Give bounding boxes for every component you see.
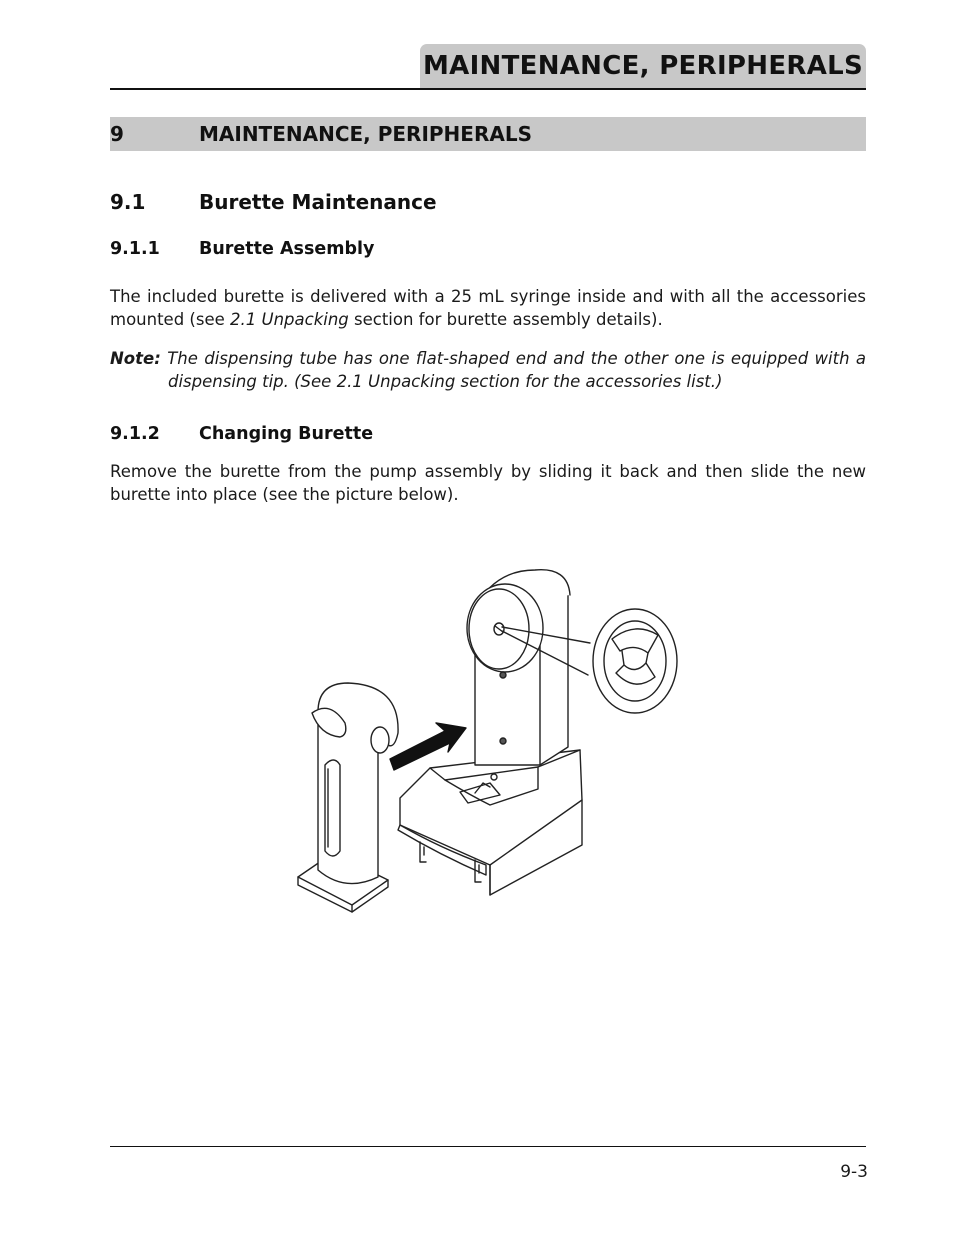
- running-header-title: MAINTENANCE, PERIPHERALS: [422, 51, 864, 81]
- chapter-number: 9: [110, 122, 124, 146]
- assembly-text-end: section for burette assembly details).: [348, 310, 663, 329]
- footer-rule: [110, 1146, 866, 1147]
- header-rule: [110, 88, 866, 90]
- chapter-heading: [110, 117, 866, 151]
- assembly-paragraph: [110, 285, 866, 331]
- note-label: Note:: [110, 349, 161, 368]
- running-header: [420, 44, 866, 88]
- burette-illustration: [298, 683, 398, 912]
- assembly-text-start: The included burette is delivered with a 25 mL syringe inside and with all the accessories mounted (see: [110, 287, 866, 329]
- subsection-number: 9.1.2: [110, 424, 160, 444]
- subsection-title: Changing Burette: [199, 424, 374, 444]
- section-number: 9.1: [110, 190, 146, 214]
- chapter-title: MAINTENANCE, PERIPHERALS: [199, 122, 532, 146]
- burette-replacement-figure: [290, 555, 690, 915]
- subsection-number: 9.1.1: [110, 239, 160, 259]
- changing-text: Remove the burette from the pump assembly by sliding it back and then slide the new burette into place (see the picture below).: [110, 462, 866, 504]
- unpacking-reference: 2.1 Unpacking: [230, 310, 349, 329]
- section-title: Burette Maintenance: [199, 190, 437, 214]
- subsection-title: Burette Assembly: [199, 239, 375, 259]
- changing-paragraph: [110, 460, 866, 506]
- page-number: 9-3: [840, 1162, 868, 1182]
- detail-callout: [593, 609, 677, 713]
- note-paragraph: [110, 347, 866, 393]
- direction-arrow: [390, 723, 466, 770]
- note-text: The dispensing tube has one flat-shaped end and the other one is equipped with a dispensing tip. (See 2.1 Unpacking section for the accessories list.): [167, 349, 866, 391]
- pump-assembly-illustration: [398, 570, 590, 895]
